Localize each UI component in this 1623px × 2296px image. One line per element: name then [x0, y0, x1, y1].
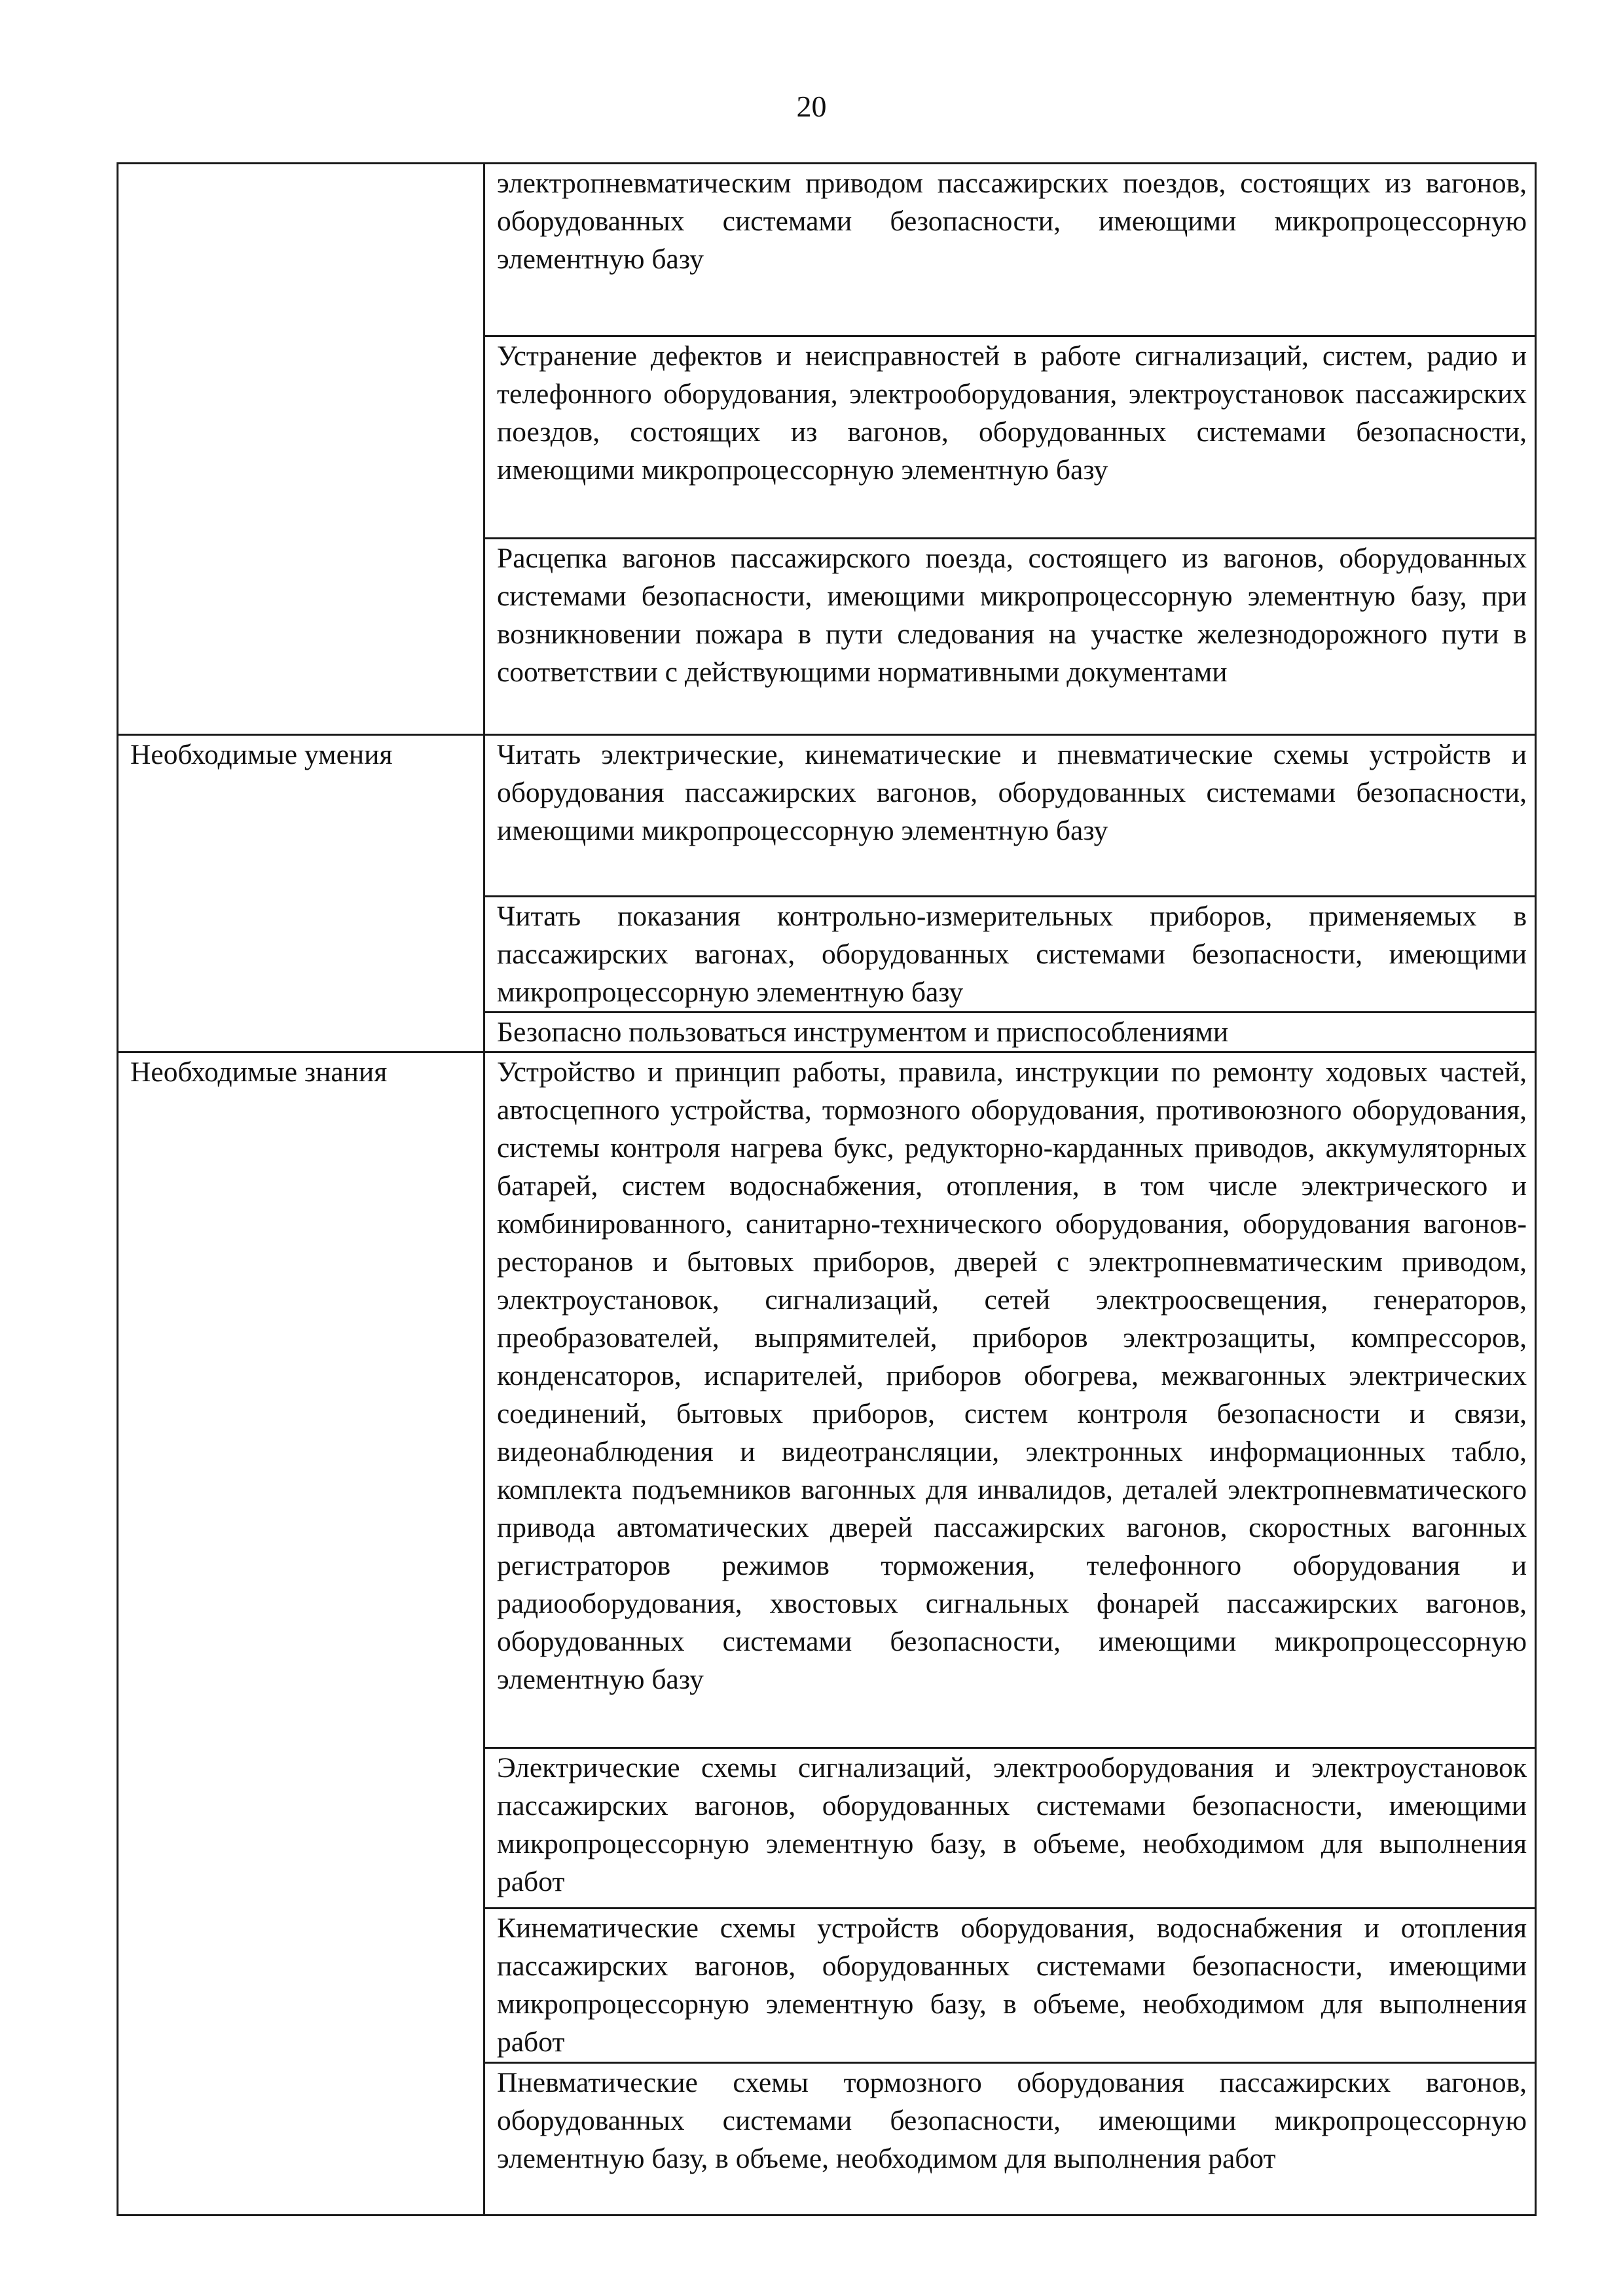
page-number: 20: [796, 90, 827, 123]
table-cell: Устройство и принцип работы, правила, инструкции по ремонту ходовых частей, автосцепного устройства, тормозного оборудования, противоюзного оборудования, системы контроля нагрева букс, редукторно-карданных приводов, аккумуляторных батарей, систем водоснабжения, отопления, в том числе электрического и комбинированного, санитарно-технического оборудования, оборудования вагонов-ресторанов и бытовых приборов, дверей с электропневматическим приводом, электроустановок, сигнализаций, сетей электроосвещения, генераторов, преобразователей, выпрямителей, приборов электрозащиты, компрессоров, конденсаторов, испарителей, приборов обогрева, межвагонных электрических соединений, бытовых приборов, систем контроля безопасности и связи, видеонаблюдения и видеотрансляции, электронных информационных табло, комплекта подъемников вагонных для инвалидов, деталей электропневматического привода автоматических дверей пассажирских вагонов, скоростных вагонных регистраторов режимов торможения, телефонного оборудования и радиооборудования, хвостовых сигнальных фонарей пассажирских вагонов, оборудованных системами безопасности, имеющими микропроцессорную элементную базу: [484, 1052, 1536, 1748]
row-label-skills: Необходимые умения: [118, 735, 484, 1052]
table-row: [118, 1052, 1536, 1748]
table-cell: Устранение дефектов и неисправностей в работе сигнализаций, систем, радио и телефонного оборудования, электрооборудования, электроустановок пассажирских поездов, состоящих из вагонов, оборудованных системами безопасности, имеющими микропроцессорную элементную базу: [484, 336, 1536, 539]
row-label: [118, 164, 484, 735]
competency-table: [117, 162, 1537, 2216]
table-row: [118, 164, 1536, 336]
table-cell: Электрические схемы сигнализаций, электрооборудования и электроустановок пассажирских вагонов, оборудованных системами безопасности, имеющими микропроцессорную элементную базу, в объеме, необходимом для выполнения работ: [484, 1748, 1536, 1909]
table-cell: Кинематические схемы устройств оборудования, водоснабжения и отопления пассажирских вагонов, оборудованных системами безопасности, имеющими микропроцессорную элементную базу, в объеме, необходимом для выполнения работ: [484, 1909, 1536, 2063]
table-cell: электропневматическим приводом пассажирских поездов, состоящих из вагонов, оборудованных системами безопасности, имеющими микропроцессорную элементную базу: [484, 164, 1536, 336]
table-cell: Читать показания контрольно-измерительных приборов, применяемых в пассажирских вагонах, оборудованных системами безопасности, имеющими микропроцессорную элементную базу: [484, 897, 1536, 1013]
table-cell: Читать электрические, кинематические и пневматические схемы устройств и оборудования пассажирских вагонов, оборудованных системами безопасности, имеющими микропроцессорную элементную базу: [484, 735, 1536, 897]
table-cell: Безопасно пользоваться инструментом и приспособлениями: [484, 1013, 1536, 1052]
table-cell: Расцепка вагонов пассажирского поезда, состоящего из вагонов, оборудованных системами безопасности, имеющими микропроцессорную элементную базу, при возникновении пожара в пути следования на участке железнодорожного пути в соответствии с действующими нормативными документами: [484, 539, 1536, 735]
table-row: [118, 735, 1536, 897]
table-cell: Пневматические схемы тормозного оборудования пассажирских вагонов, оборудованных системами безопасности, имеющими микропроцессорную элементную базу, в объеме, необходимом для выполнения работ: [484, 2063, 1536, 2215]
row-label-knowledge: Необходимые знания: [118, 1052, 484, 2215]
